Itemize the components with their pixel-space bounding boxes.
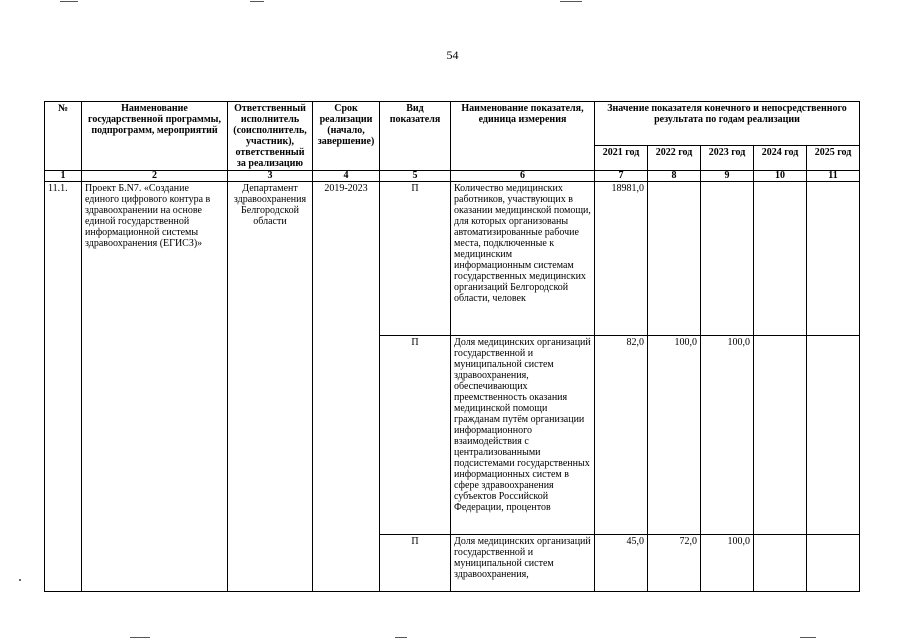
value-2023: 100,0 bbox=[701, 535, 754, 592]
scan-artifact bbox=[60, 1, 78, 2]
project-number: 11.1. bbox=[45, 182, 82, 592]
header-values-group: Значение показателя конечного и непосредственного результата по годам реализации bbox=[595, 102, 860, 146]
indicator-type: П bbox=[380, 336, 451, 535]
column-number-row bbox=[45, 171, 860, 182]
scan-artifact bbox=[250, 1, 264, 2]
value-2021: 45,0 bbox=[595, 535, 648, 592]
header-indicator-type: Вид показателя bbox=[380, 102, 451, 171]
indicator-type: П bbox=[380, 182, 451, 336]
table-row bbox=[45, 182, 860, 336]
value-2022: 100,0 bbox=[648, 336, 701, 535]
column-number: 11 bbox=[807, 171, 860, 182]
indicator-name: Количество медицинских работников, участвующих в оказании медицинской помощи, для которых организованы автоматизированные рабочие места, подключенные к медицинским информационным системам государственных медицинских организаций Белгородской области, человек bbox=[451, 182, 595, 336]
column-number: 6 bbox=[451, 171, 595, 182]
project-period: 2019-2023 bbox=[313, 182, 380, 592]
header-year-2022: 2022 год bbox=[648, 146, 701, 171]
program-table bbox=[44, 101, 860, 592]
column-number: 8 bbox=[648, 171, 701, 182]
value-2025 bbox=[807, 535, 860, 592]
value-2021: 82,0 bbox=[595, 336, 648, 535]
header-row bbox=[45, 102, 860, 146]
indicator-name: Доля медицинских организаций государственной и муниципальной систем здравоохранения, bbox=[451, 535, 595, 592]
scan-artifact bbox=[800, 637, 816, 638]
project-executor: Департамент здравоохранения Белгородской области bbox=[228, 182, 313, 592]
header-year-2021: 2021 год bbox=[595, 146, 648, 171]
scan-artifact bbox=[560, 1, 582, 2]
value-2021: 18981,0 bbox=[595, 182, 648, 336]
column-number: 5 bbox=[380, 171, 451, 182]
scan-artifact bbox=[130, 637, 150, 638]
header-executor: Ответственный исполнитель (соисполнитель, участник), ответственный за реализацию bbox=[228, 102, 313, 171]
scan-artifact bbox=[395, 637, 407, 638]
page-number: 54 bbox=[446, 48, 459, 62]
header-period: Срок реализации (начало, завершение) bbox=[313, 102, 380, 171]
value-2024 bbox=[754, 336, 807, 535]
header-year-2024: 2024 год bbox=[754, 146, 807, 171]
column-number: 9 bbox=[701, 171, 754, 182]
header-year-2025: 2025 год bbox=[807, 146, 860, 171]
scan-artifact bbox=[19, 579, 21, 581]
column-number: 4 bbox=[313, 171, 380, 182]
indicator-name: Доля медицинских организаций государственной и муниципальной систем здравоохранения, обеспечивающих преемственность оказания медицинской помощи гражданам путём организации информационного взаимодействия с централизованными подсистемами государственных информационных систем в сфере здравоохранения субъектов Российской Федерации, процентов bbox=[451, 336, 595, 535]
header-number: № bbox=[45, 102, 82, 171]
value-2025 bbox=[807, 336, 860, 535]
column-number: 3 bbox=[228, 171, 313, 182]
value-2024 bbox=[754, 182, 807, 336]
header-year-2023: 2023 год bbox=[701, 146, 754, 171]
column-number: 10 bbox=[754, 171, 807, 182]
column-number: 1 bbox=[45, 171, 82, 182]
header-program-name: Наименование государственной программы, подпрограмм, мероприятий bbox=[82, 102, 228, 171]
value-2022 bbox=[648, 182, 701, 336]
indicator-type: П bbox=[380, 535, 451, 592]
value-2023: 100,0 bbox=[701, 336, 754, 535]
header-indicator-name: Наименование показателя, единица измерения bbox=[451, 102, 595, 171]
value-2024 bbox=[754, 535, 807, 592]
column-number: 2 bbox=[82, 171, 228, 182]
value-2022: 72,0 bbox=[648, 535, 701, 592]
column-number: 7 bbox=[595, 171, 648, 182]
value-2025 bbox=[807, 182, 860, 336]
project-name: Проект Б.N7. «Создание единого цифрового контура в здравоохранении на основе единой государственной информационной системы здравоохранения (ЕГИСЗ)» bbox=[82, 182, 228, 592]
value-2023 bbox=[701, 182, 754, 336]
